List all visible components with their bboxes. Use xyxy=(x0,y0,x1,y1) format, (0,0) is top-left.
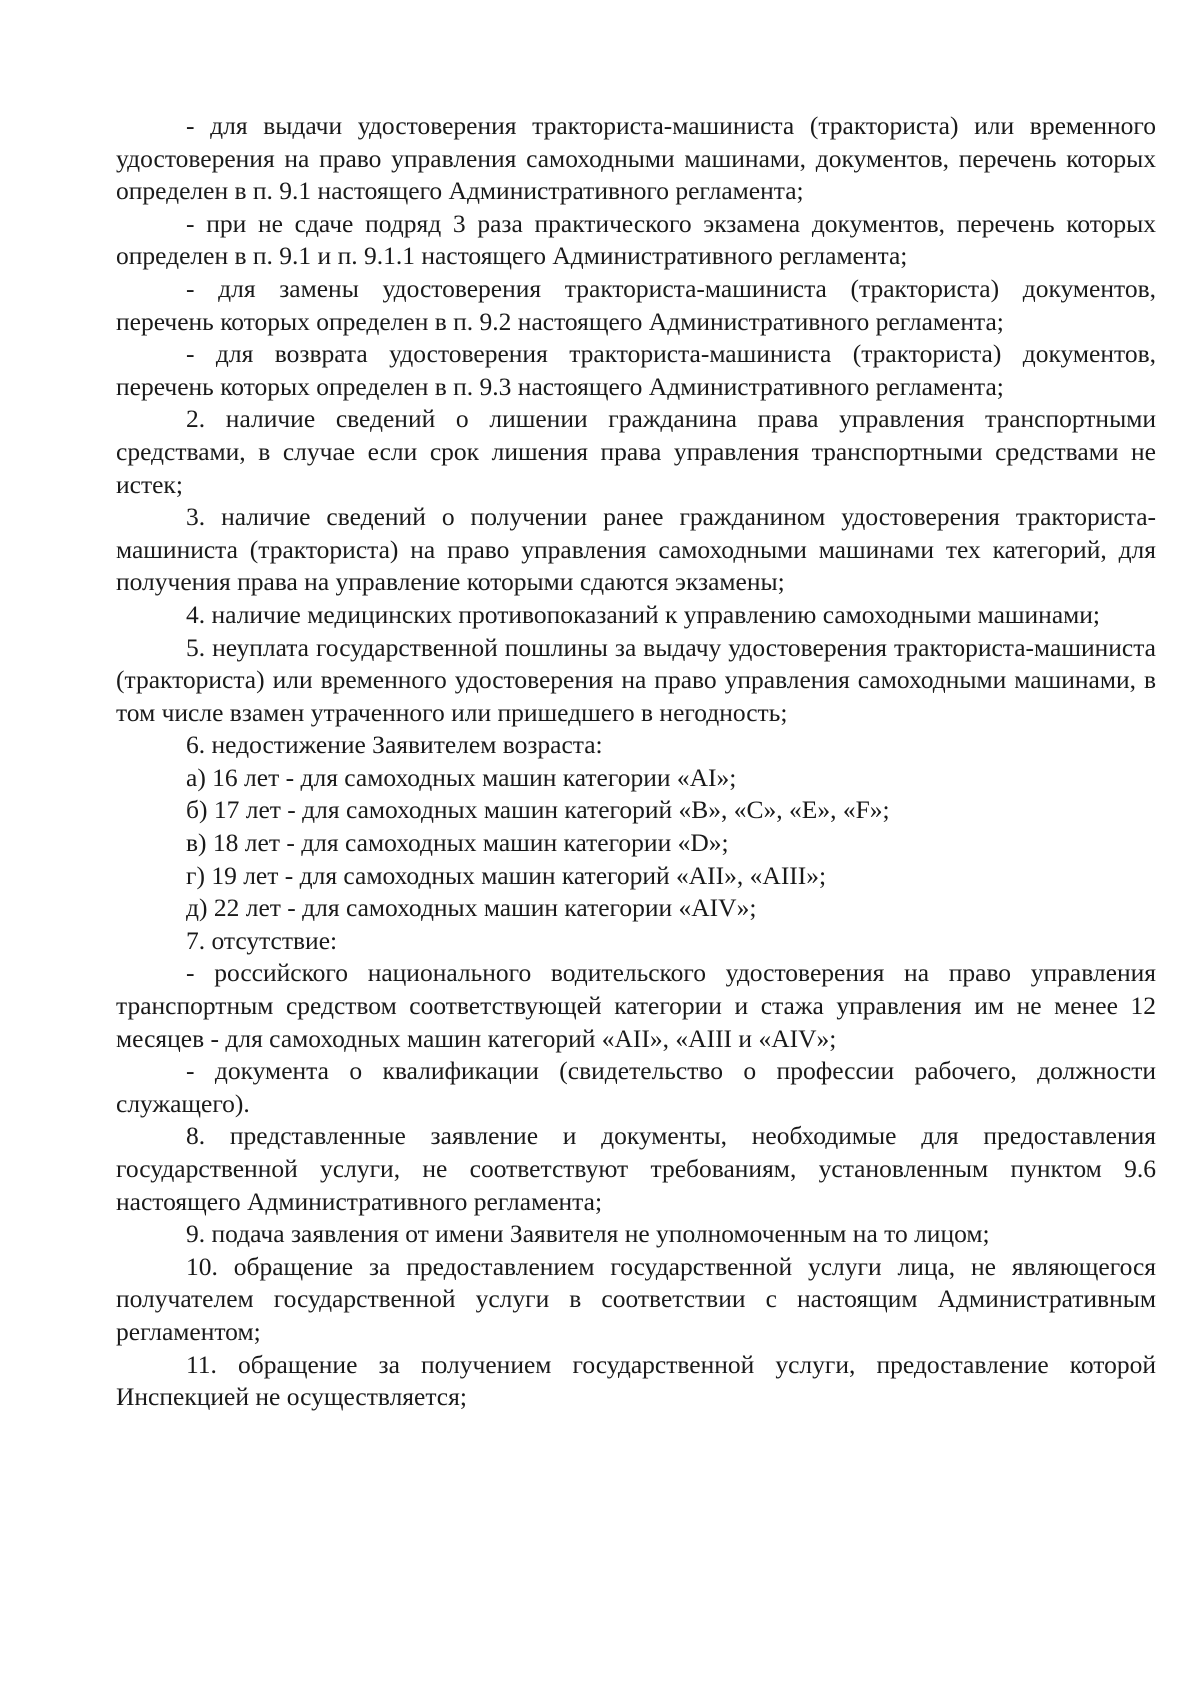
paragraph-item-6b: б) 17 лет - для самоходных машин категорий «B», «C», «E», «F»; xyxy=(186,795,890,825)
document-body xyxy=(116,110,1156,1414)
paragraph-item-1-replace-docs: - для замены удостоверения тракториста-машиниста (тракториста) документов, перечень которых определен в п. 9.2 настоящего Административного регламента; xyxy=(116,273,1156,336)
paragraph-item-11: 11. обращение за получением государственной услуги, предоставление которой Инспекцией не осуществляется; xyxy=(116,1349,1156,1412)
paragraph-item-6v: в) 18 лет - для самоходных машин категории «D»; xyxy=(186,828,729,858)
paragraph-item-6a: а) 16 лет - для самоходных машин категории «AI»; xyxy=(186,762,737,792)
paragraph-item-9: 9. подача заявления от имени Заявителя не уполномоченным на то лицом; xyxy=(186,1219,990,1249)
paragraph-item-7: 7. отсутствие: xyxy=(186,925,338,955)
paragraph-item-8: 8. представленные заявление и документы, необходимые для предоставления государственной услуги, не соответствуют требованиям, установленным пунктом 9.6 настоящего Административного регламента; xyxy=(116,1121,1156,1216)
paragraph-item-1-issue-docs: - для выдачи удостоверения тракториста-машиниста (тракториста) или временного удостоверения на право управления самоходными машинами, документов, перечень которых определен в п. 9.1 настоящего Административного регламента; xyxy=(116,111,1156,206)
paragraph-item-5: 5. неуплата государственной пошлины за выдачу удостоверения тракториста-машиниста (тракториста) или временного удостоверения на право управления самоходными машинами, в том числе взамен утраченного или пришедшего в негодность; xyxy=(116,632,1156,727)
paragraph-item-7-qualification: - документа о квалификации (свидетельство о профессии рабочего, должности служащего). xyxy=(116,1056,1156,1118)
paragraph-item-7-license: - российского национального водительского удостоверения на право управления транспортным средством соответствующей категории и стажа управления им не менее 12 месяцев - для самоходных машин категорий «AII», «AIII и «AIV»; xyxy=(116,958,1156,1053)
paragraph-item-1-failed-exam-docs: - при не сдаче подряд 3 раза практического экзамена документов, перечень которых определен в п. 9.1 и п. 9.1.1 настоящего Административного регламента; xyxy=(116,208,1156,271)
paragraph-item-4: 4. наличие медицинских противопоказаний к управлению самоходными машинами; xyxy=(186,599,1101,629)
paragraph-item-2: 2. наличие сведений о лишении гражданина права управления транспортными средствами, в случае если срок лишения права управления транспортными средствами не истек; xyxy=(116,404,1156,499)
paragraph-item-1-return-docs: - для возврата удостоверения тракториста-машиниста (тракториста) документов, перечень которых определен в п. 9.3 настоящего Административного регламента; xyxy=(116,339,1156,401)
paragraph-item-10: 10. обращение за предоставлением государственной услуги лица, не являющегося получателем государственной услуги в соответствии с настоящим Административным регламентом; xyxy=(116,1251,1156,1346)
paragraph-item-6g: г) 19 лет - для самоходных машин категорий «AII», «AIII»; xyxy=(186,860,827,890)
paragraph-item-6: 6. недостижение Заявителем возраста: xyxy=(186,730,603,760)
paragraph-item-3: 3. наличие сведений о получении ранее гражданином удостоверения тракториста-машиниста (тракториста) на право управления самоходными машинами тех категорий, для получения права на управление которыми сдаются экзамены; xyxy=(116,502,1156,597)
paragraph-item-6d: д) 22 лет - для самоходных машин категории «AIV»; xyxy=(186,893,757,923)
